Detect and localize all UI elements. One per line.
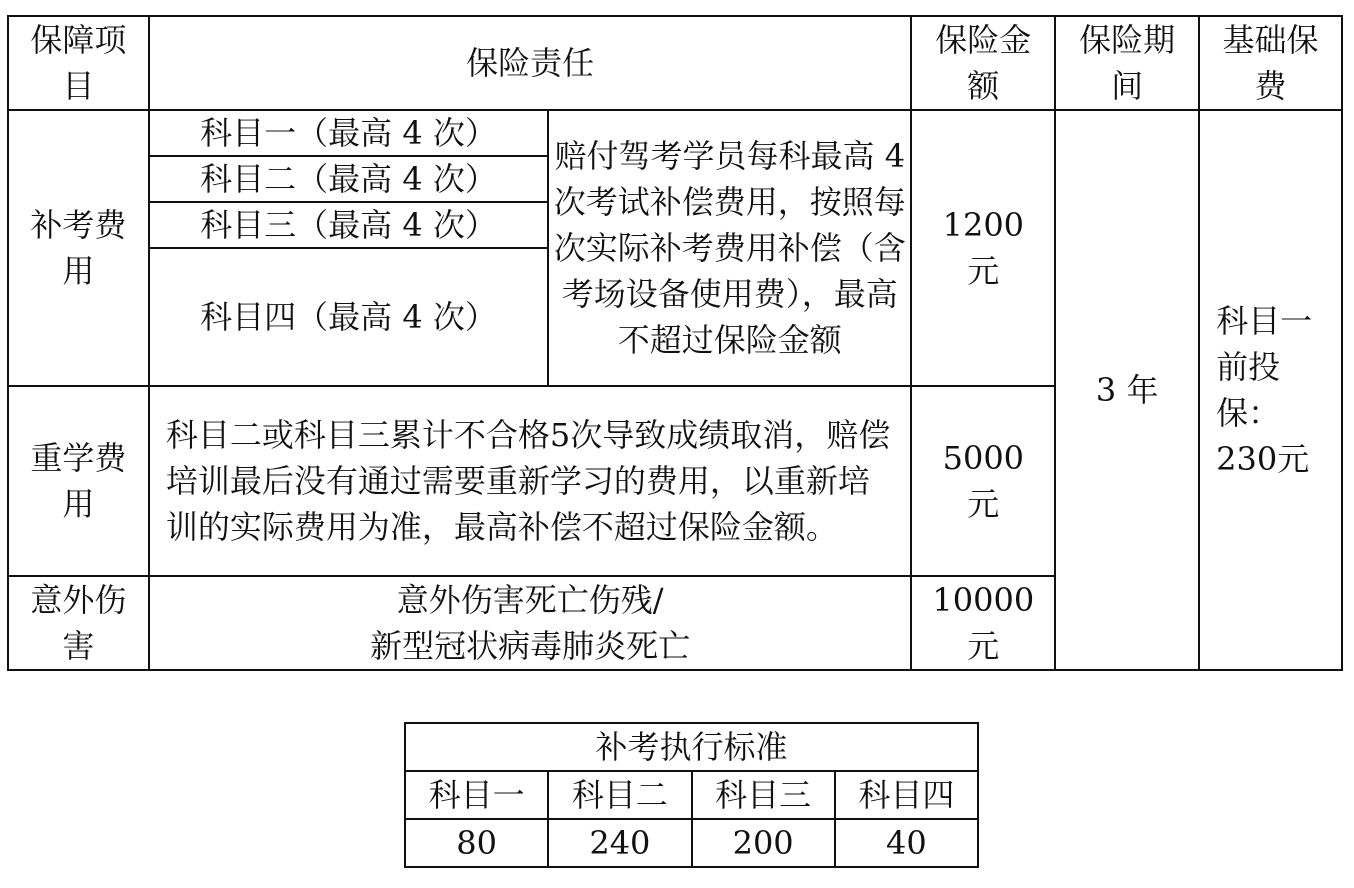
subject-three-fee: 200 (692, 819, 835, 867)
subject-two-header: 科目二 (548, 771, 691, 819)
accident-description-line2: 新型冠状病毒肺炎死亡 (370, 627, 691, 665)
makeup-row (8, 110, 1342, 156)
retrain-description: 科目二或科目三累计不合格5次导致成绩取消，赔偿培训最后没有通过需要重新学习的费用，以重新培训的实际费用为准，最高补偿不超过保险金额。 (149, 386, 912, 576)
subject-one-fee: 80 (405, 819, 548, 867)
base-premium: 科目一前投保：230元 (1199, 110, 1342, 670)
subject-two-limit: 科目二（最高 4 次） (149, 156, 548, 202)
header-premium: 基础保费 (1199, 16, 1342, 110)
subject-four-fee: 40 (835, 819, 978, 867)
accident-description-line1: 意外伤害死亡伤残/ (396, 581, 664, 619)
subject-three-header: 科目三 (692, 771, 835, 819)
standard-title-row (405, 723, 978, 771)
subject-one-header: 科目一 (405, 771, 548, 819)
subject-two-fee: 240 (548, 819, 691, 867)
header-item: 保障项目 (8, 16, 149, 110)
insurance-period: 3 年 (1055, 110, 1199, 670)
retrain-category: 重学费用 (8, 386, 149, 576)
header-liability: 保险责任 (149, 16, 912, 110)
subject-four-header: 科目四 (835, 771, 978, 819)
subject-four-limit: 科目四（最高 4 次） (149, 248, 548, 386)
insurance-coverage-table (7, 15, 1343, 671)
accident-description (149, 576, 912, 670)
makeup-category: 补考费用 (8, 110, 149, 386)
subject-three-limit: 科目三（最高 4 次） (149, 202, 548, 248)
retrain-amount: 5000元 (911, 386, 1055, 576)
header-row (8, 16, 1342, 110)
accident-amount: 10000元 (911, 576, 1055, 670)
makeup-fee-standard-table (404, 722, 979, 868)
makeup-description: 赔付驾考学员每科最高 4 次考试补偿费用，按照每次实际补考费用补偿（含考场设备使用费），最高不超过保险金额 (548, 110, 911, 386)
standard-fee-row (405, 819, 978, 867)
standard-subject-row (405, 771, 978, 819)
subject-one-limit: 科目一（最高 4 次） (149, 110, 548, 156)
accident-category: 意外伤害 (8, 576, 149, 670)
header-amount: 保险金额 (911, 16, 1055, 110)
makeup-amount: 1200元 (911, 110, 1055, 386)
header-period: 保险期间 (1055, 16, 1199, 110)
standard-title: 补考执行标准 (405, 723, 978, 771)
